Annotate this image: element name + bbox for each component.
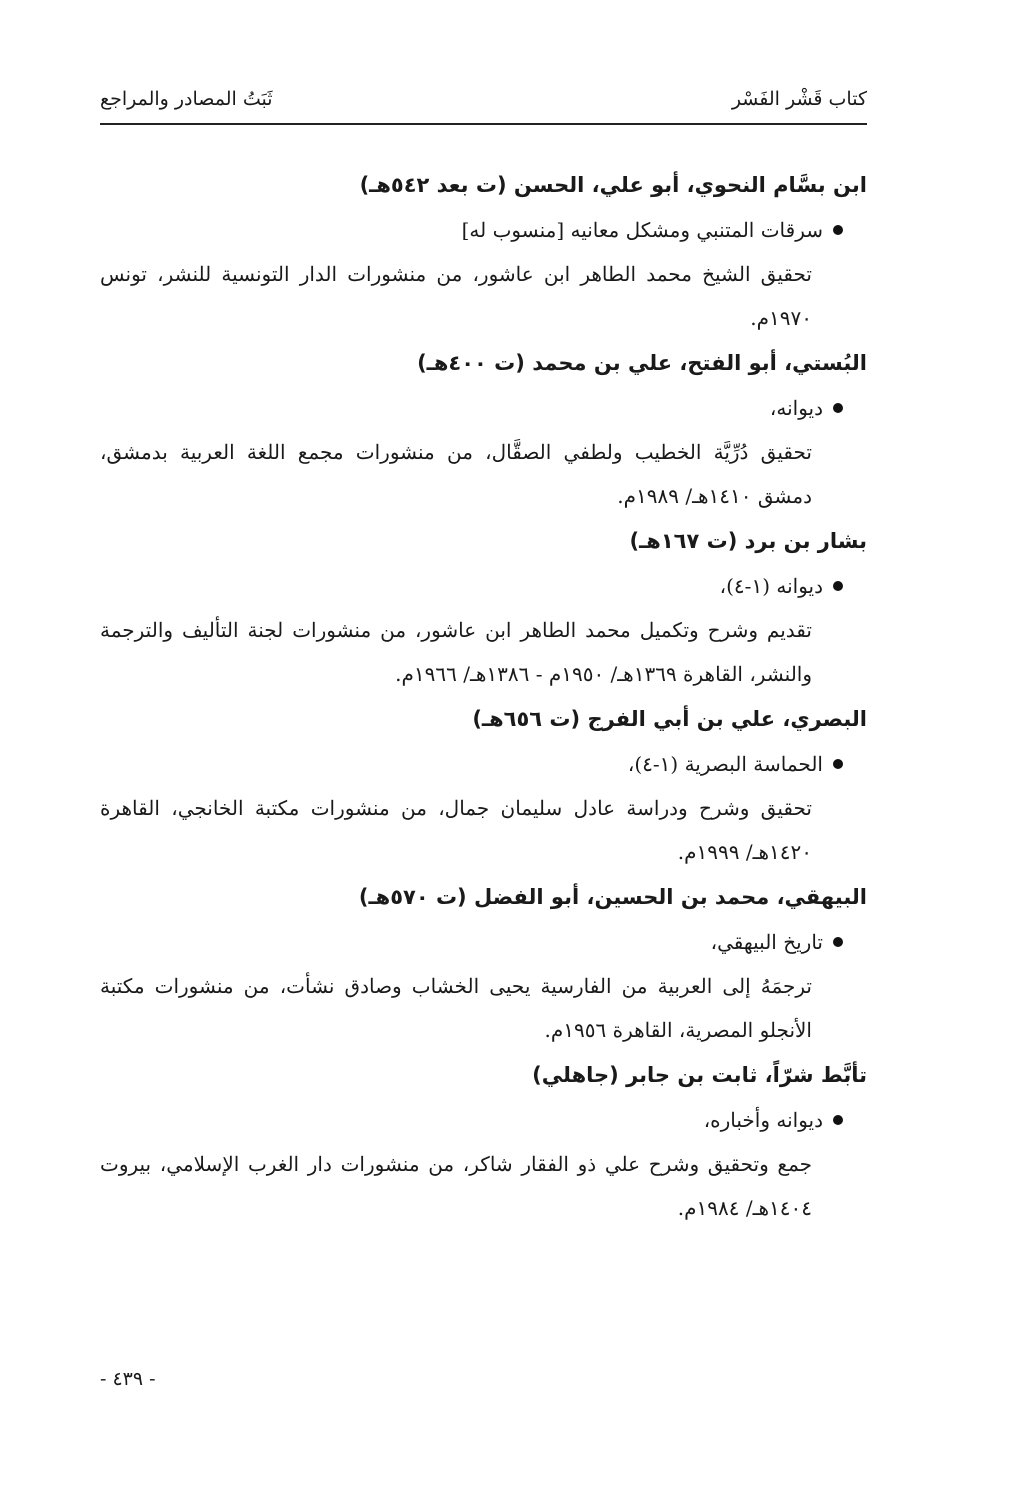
bibliography-entry <box>100 874 867 1052</box>
author-heading: تأبَّط شرّاً، ثابت بن جابر (جاهلي) <box>532 1063 867 1087</box>
bullet-icon <box>833 937 843 947</box>
work-title <box>100 564 867 608</box>
bibliography-list <box>100 162 867 1230</box>
work-title <box>100 208 867 252</box>
work-title-text: ديوانه (١-٤)، <box>719 574 823 598</box>
publication-details: تحقيق وشرح ودراسة عادل سليمان جمال، من منشورات مكتبة الخانجي، القاهرة ١٤٢٠هـ/ ١٩٩٩م. <box>100 796 812 864</box>
bullet-icon <box>833 759 843 769</box>
publication-details: ترجمَهُ إلى العربية من الفارسية يحيى الخشاب وصادق نشأت، من منشورات مكتبة الأنجلو المصرية، القاهرة ١٩٥٦م. <box>100 974 812 1042</box>
publication-details: تحقيق الشيخ محمد الطاهر ابن عاشور، من منشورات الدار التونسية للنشر، تونس ١٩٧٠م. <box>100 262 812 330</box>
author-heading: البُستي، أبو الفتح، علي بن محمد (ت ٤٠٠هـ) <box>417 351 867 375</box>
work-title-text: ديوانه، <box>769 396 823 420</box>
work-title <box>100 1098 867 1142</box>
work-title <box>100 386 867 430</box>
author-heading: البصري، علي بن أبي الفرج (ت ٦٥٦هـ) <box>472 707 867 731</box>
bibliography-entry <box>100 1052 867 1230</box>
bullet-icon <box>833 403 843 413</box>
work-title-text: الحماسة البصرية (١-٤)، <box>627 752 823 776</box>
author-heading: ابن بسَّام النحوي، أبو علي، الحسن (ت بعد ٥٤٢هـ) <box>359 173 867 197</box>
bibliography-entry <box>100 696 867 874</box>
running-header <box>100 84 867 120</box>
author-heading: بشار بن برد (ت ١٦٧هـ) <box>629 529 867 553</box>
book-title: كتاب قَشْر الفَسْر <box>731 88 867 110</box>
work-title-text: ديوانه وأخباره، <box>703 1108 823 1132</box>
bullet-icon <box>833 1115 843 1125</box>
bullet-icon <box>833 581 843 591</box>
author-heading: البيهقي، محمد بن الحسين، أبو الفضل (ت ٥٧٠هـ) <box>358 885 867 909</box>
publication-details: تقديم وشرح وتكميل محمد الطاهر ابن عاشور، من منشورات لجنة التأليف والترجمة والنشر، القاهرة ١٣٦٩هـ/ ١٩٥٠م - ١٣٨٦هـ/ ١٩٦٦م. <box>100 618 812 686</box>
page-number: - ٤٣٩ - <box>100 1368 156 1390</box>
work-title <box>100 742 867 786</box>
bibliography-entry <box>100 340 867 518</box>
bibliography-entry <box>100 162 867 340</box>
work-title-text: سرقات المتنبي ومشكل معانيه [منسوب له] <box>461 218 823 242</box>
bibliography-entry <box>100 518 867 696</box>
header-rule <box>100 123 867 125</box>
bullet-icon <box>833 225 843 235</box>
work-title <box>100 920 867 964</box>
work-title-text: تاريخ البيهقي، <box>710 930 823 954</box>
publication-details: جمع وتحقيق وشرح علي ذو الفقار شاكر، من منشورات دار الغرب الإسلامي، بيروت ١٤٠٤هـ/ ١٩٨٤م. <box>100 1152 812 1220</box>
publication-details: تحقيق دُرِّيَّة الخطيب ولطفي الصقَّال، من منشورات مجمع اللغة العربية بدمشق، دمشق ١٤١٠هـ/ ١٩٨٩م. <box>100 440 812 508</box>
section-title: ثَبَتُ المصادر والمراجع <box>100 88 273 110</box>
